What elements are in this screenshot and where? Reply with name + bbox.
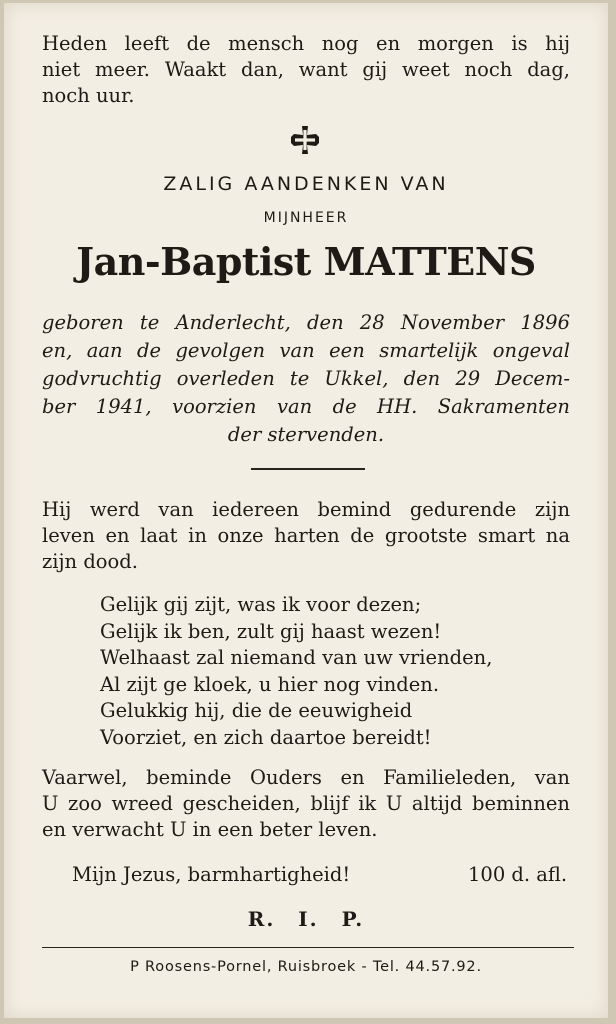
farewell-paragraph (42, 765, 570, 843)
intro-line: niet meer. Waakt dan, want gij weet noch dag, (42, 58, 570, 81)
deceased-name: Jan-Baptist MATTENS (76, 239, 536, 284)
tribute-line: zijn dood. (42, 550, 138, 573)
poem-line: Welhaast zal niemand van uw vrienden, (100, 646, 493, 669)
poem-line: Voorziet, en zich daartoe bereidt! (100, 725, 432, 749)
poem (100, 592, 520, 751)
printer-credit: P Roosens-Pornel, Ruisbroek - Tel. 44.57.92. (130, 959, 482, 975)
tribute-line: Hij werd van iedereen bemind gedurende zijn (42, 498, 570, 521)
details-line: geboren te Anderlecht, den 28 November 1896 (42, 311, 570, 334)
poem-line: Gelijk gij zijt, was ik voor dezen; (100, 593, 422, 616)
prayer-text: Mijn Jezus, barmhartigheid! (72, 863, 351, 886)
memorial-card (4, 3, 608, 1018)
details-line: ber 1941, voorzien van de HH. Sakramenten (42, 395, 570, 418)
details-line: en, aan de gevolgen van een smartelijk ongeval (42, 339, 570, 362)
intro-line: Heden leeft de mensch nog en morgen is hij (42, 32, 570, 55)
memorial-heading: ZALIG AANDENKEN VAN (163, 173, 449, 195)
tribute-line: leven en laat in onze harten de grootste smart na (42, 524, 570, 547)
intro-line: noch uur. (42, 84, 135, 107)
footer-divider (42, 947, 574, 948)
poem-line: Gelijk ik ben, zult gij haast wezen! (100, 619, 442, 643)
details-line: der stervenden. (227, 423, 385, 446)
intro-verse (42, 31, 570, 109)
rip-text: R. I. P. (247, 907, 365, 931)
poem-line: Al zijt ge kloek, u hier nog vinden. (100, 672, 440, 696)
farewell-line: Vaarwel, beminde Ouders en Familieleden, van (42, 766, 570, 789)
details-line: godvruchtig overleden te Ukkel, den 29 Decem- (42, 367, 570, 390)
farewell-line: U zoo wreed gescheiden, blijf ik U altijd beminnen (42, 792, 570, 815)
poem-line: Gelukkig hij, die de eeuwigheid (100, 699, 413, 722)
farewell-line: en verwacht U in een beter leven. (42, 818, 378, 841)
indulgence-text: 100 d. afl. (468, 863, 568, 886)
title-mijnheer: MIJNHEER (263, 210, 349, 226)
tribute-paragraph (42, 497, 570, 575)
divider (251, 468, 365, 470)
cross-pattee-icon (289, 124, 321, 156)
birth-death-details (42, 309, 570, 449)
